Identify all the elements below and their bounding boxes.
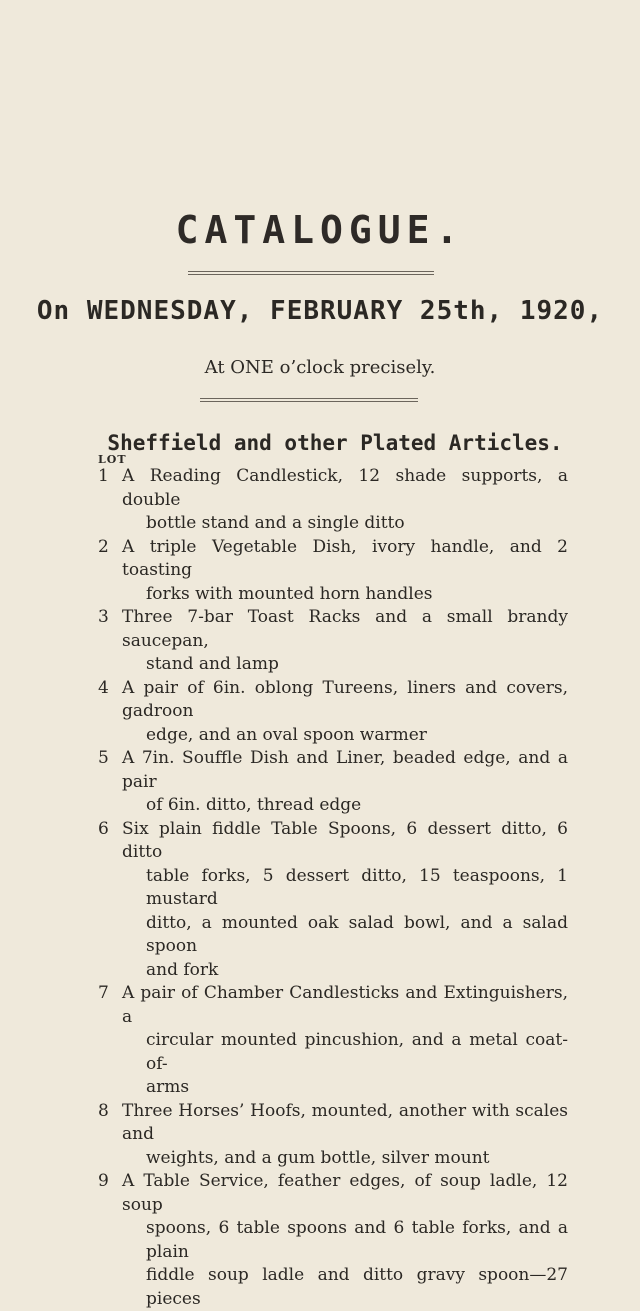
time-divider [200, 398, 418, 402]
lot-description-line: circular mounted pincushion, and a metal coat-of- [146, 1030, 568, 1074]
lot-list [98, 465, 568, 1311]
lot-entry [98, 747, 568, 818]
lot-description-line: A pair of Chamber Candlesticks and Extinguishers, a [122, 983, 568, 1027]
sale-date: On WEDNESDAY, FEBRUARY 25th, 1920, [36, 296, 604, 326]
lot-entry [98, 1170, 568, 1311]
lot-number: 7 [98, 983, 109, 1003]
sale-time: At ONE o’clock precisely. [204, 357, 436, 378]
lot-description-line: A Table Service, feather edges, of soup ladle, 12 soup [122, 1171, 568, 1215]
lot-entry [98, 818, 568, 983]
lot-description-line: ditto, a mounted oak salad bowl, and a salad spoon [146, 912, 568, 956]
lot-number: 5 [98, 748, 109, 768]
lot-description [122, 677, 568, 748]
lot-description-line: A Reading Candlestick, 12 shade supports, a double [122, 466, 568, 510]
lot-description-line: of 6in. ditto, thread edge [146, 795, 362, 815]
lot-entry [98, 1100, 568, 1171]
lot-description [122, 818, 568, 983]
lot-number: 2 [98, 536, 109, 557]
lot-description-line: forks with mounted horn handles [146, 583, 433, 604]
lot-description-line: edge, and an oval spoon warmer [146, 724, 427, 745]
lot-number: 4 [98, 677, 109, 698]
lot-number: 8 [98, 1100, 109, 1121]
title-divider [188, 271, 434, 275]
lot-description-line: table forks, 5 dessert ditto, 15 teaspoons, 1 mustard [146, 865, 568, 909]
lot-number: 9 [98, 1171, 109, 1191]
lot-entry [98, 606, 568, 677]
catalogue-title: CATALOGUE. [175, 208, 465, 252]
lot-description-line: stand and lamp [146, 654, 279, 674]
lot-description [122, 747, 568, 818]
lot-number: 6 [98, 818, 109, 839]
lot-entry [98, 465, 568, 536]
lot-number: 3 [98, 607, 109, 627]
lot-description-line: fiddle soup ladle and ditto gravy spoon—27 pieces [146, 1265, 568, 1309]
lot-description-line: arms [146, 1077, 190, 1097]
lot-entry [98, 982, 568, 1100]
lot-description-line: and fork [146, 959, 219, 980]
lot-entry [98, 677, 568, 748]
lot-number: 1 [98, 466, 109, 486]
lot-description [122, 536, 568, 607]
lot-description [122, 606, 568, 677]
lot-description [122, 982, 568, 1100]
lot-description-line: spoons, 6 table spoons and 6 table forks, and a plain [146, 1218, 568, 1262]
lot-description-line: Three Horses’ Hoofs, mounted, another with scales and [122, 1100, 568, 1144]
lot-description-line: weights, and a gum bottle, silver mount [146, 1147, 490, 1168]
lot-description-line: A 7in. Souffle Dish and Liner, beaded edge, and a pair [122, 748, 568, 792]
lot-description [122, 1170, 568, 1311]
lot-description-line: bottle stand and a single ditto [146, 513, 405, 533]
lot-description-line: Three 7-bar Toast Racks and a small brandy saucepan, [122, 607, 568, 651]
lot-description-line: A triple Vegetable Dish, ivory handle, and 2 toasting [122, 536, 568, 580]
lot-description-line: A pair of 6in. oblong Tureens, liners and covers, gadroon [122, 677, 568, 721]
lot-entry [98, 536, 568, 607]
lot-description [122, 465, 568, 536]
section-heading: Sheffield and other Plated Articles. [107, 431, 563, 455]
lot-description [122, 1100, 568, 1171]
lot-description-line: Six plain fiddle Table Spoons, 6 dessert ditto, 6 ditto [122, 818, 568, 862]
lot-column-heading: LOT [98, 453, 127, 466]
